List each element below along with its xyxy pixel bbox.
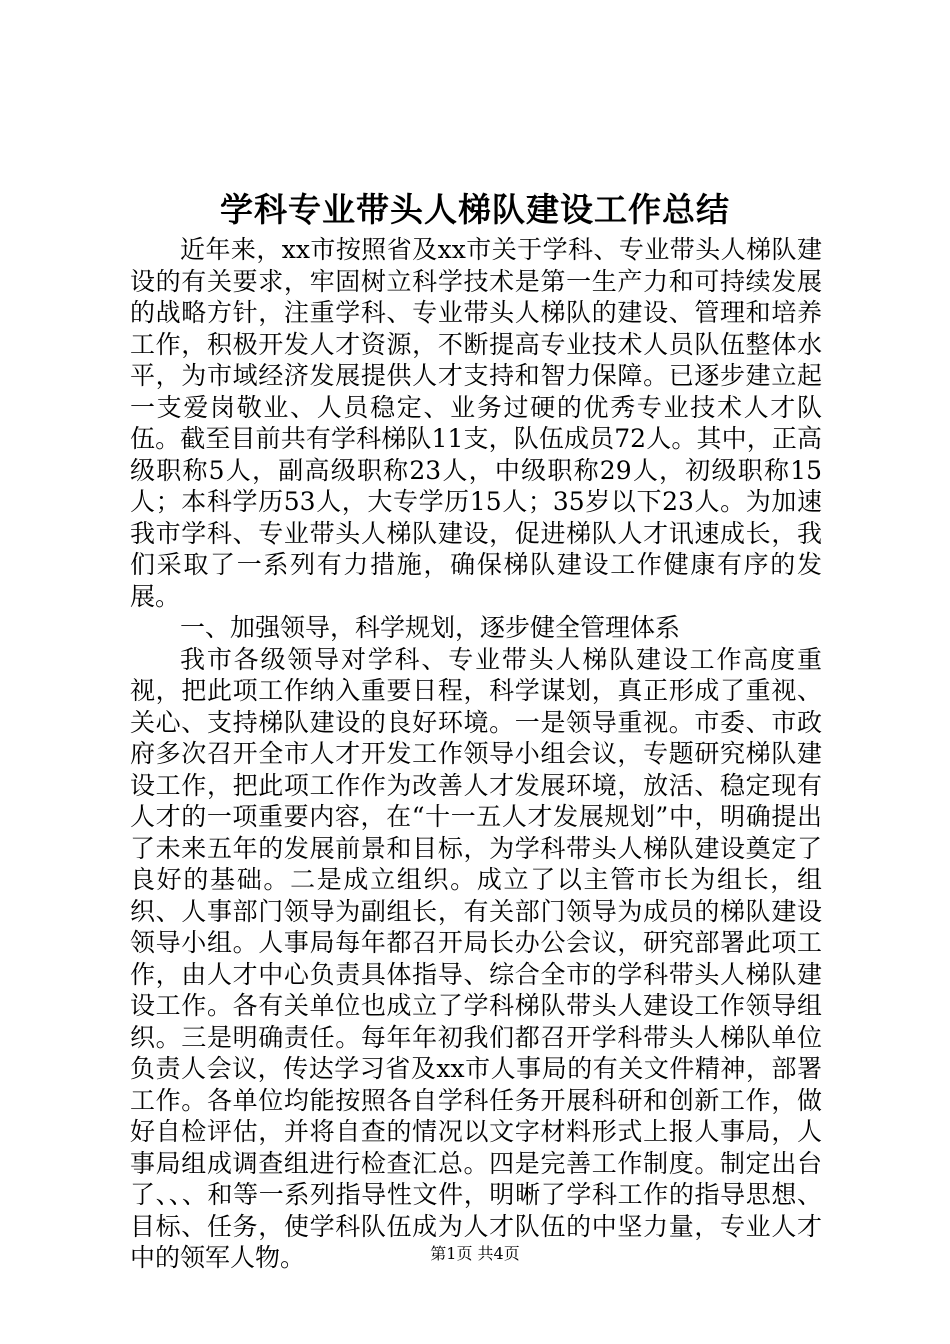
body-paragraph-section-1: 我市各级领导对学科、专业带头人梯队建设工作高度重视，把此项工作纳入重要日程，科学谋划，真正形成了重视、关心、支持梯队建设的良好环境。一是领导重视。市委、市政府多次召开全市人才开发工作领导小组会议，专题研究梯队建设工作，把此项工作作为改善人才发展环境，放活、稳定现有人才的一项重要内容，在“十一五人才发展规划”中，明确提出了未来五年的发展前景和目标，为学科带头人梯队建设奠定了良好的基础。二是成立组织。成立了以主管市长为组长，组织、人事部门领导为副组长，有关部门领导为成员的梯队建设领导小组。人事局每年都召开局长办公会议，研究部署此项工作，由人才中心负责具体指导、综合全市的学科带头人梯队建设工作。各有关单位也成立了学科梯队带头人建设工作领导组织。三是明确责任。每年年初我们都召开学科带头人梯队单位负责人会议，传达学习省及xx市人事局的有关文件精神，部署工作。各单位均能按照各自学科任务开展科研和创新工作，做好自检评估，并将自查的情况以文字材料形式上报人事局，人事局组成调查组进行检查汇总。四是完善工作制度。制定出台了、、、和等一系列指导性文件，明晰了学科工作的指导思想、目标、任务，使学科队伍成为人才队伍的中坚力量，专业人才中的领军人物。 [130,644,822,1272]
body-paragraph-intro: 近年来，xx市按照省及xx市关于学科、专业带头人梯队建设的有关要求，牢固树立科学技术是第一生产力和可持续发展的战略方针，注重学科、专业带头人梯队的建设、管理和培养工作，积极开发人才资源，不断提高专业技术人员队伍整体水平，为市域经济发展提供人才支持和智力保障。已逐步建立起一支爱岗敬业、人员稳定、业务过硬的优秀专业技术人才队伍。截至目前共有学科梯队11支，队伍成员72人。其中，正高级职称5人，副高级职称23人，中级职称29人，初级职称15人；本科学历53人，大专学历15人；35岁以下23人。为加速我市学科、专业带头人梯队建设，促进梯队人才讯速成长，我们采取了一系列有力措施，确保梯队建设工作健康有序的发展。 [130,235,822,611]
document-body [130,234,822,1274]
section-heading-1: 一、加强领导，科学规划，逐步健全管理体系 [180,613,681,642]
document-title: 学科专业带头人梯队建设工作总结 [220,190,730,229]
page-number-footer: 第1页 共4页 [430,1244,520,1263]
